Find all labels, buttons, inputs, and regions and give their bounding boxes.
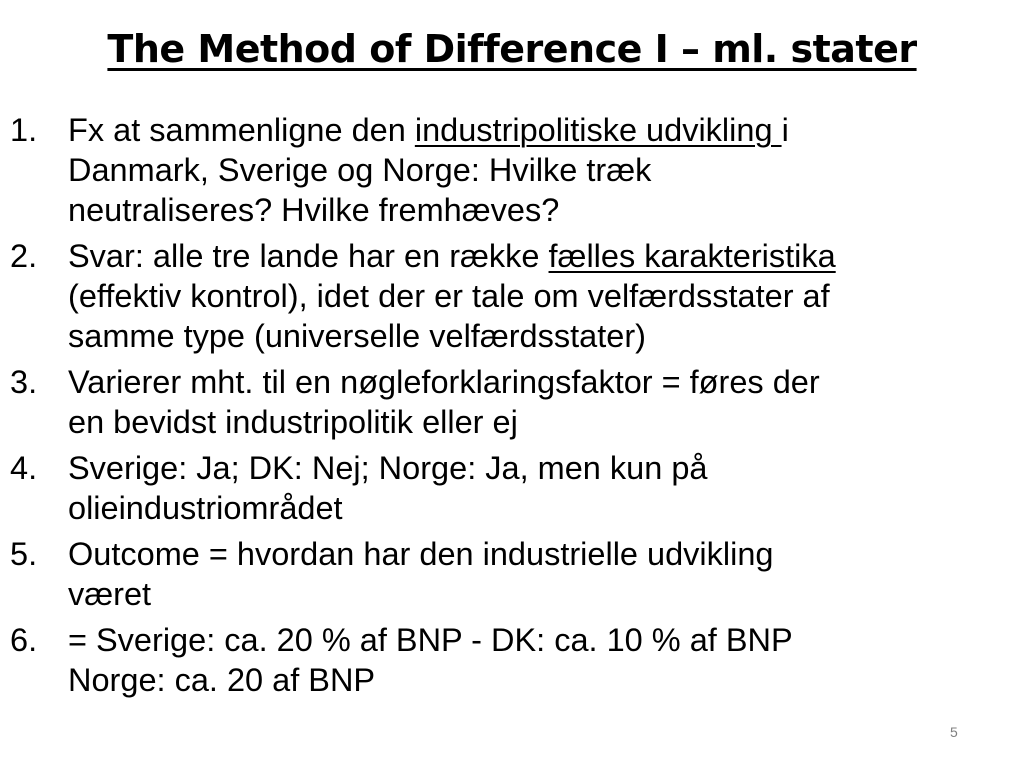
list-item-number: 1. bbox=[10, 112, 38, 148]
underlined-term: fælles karakteristika bbox=[548, 238, 836, 274]
point-text: Outcome = hvordan har den industrielle udvikling bbox=[68, 536, 774, 572]
slide-page-number: 5 bbox=[950, 724, 958, 740]
list-item bbox=[0, 110, 1024, 230]
list-item-number: 4. bbox=[10, 450, 38, 486]
point-text: Norge: ca. 20 af BNP bbox=[68, 662, 376, 698]
point-text: Varierer mht. til en nøgleforklaringsfaktor = føres der bbox=[68, 364, 820, 400]
point-text: i bbox=[781, 112, 789, 148]
point-text: Svar: alle tre lande har en række bbox=[68, 238, 549, 274]
point-text: samme type (universelle velfærdsstater) bbox=[68, 318, 646, 354]
point-text: = Sverige: ca. 20 % af BNP - DK: ca. 10 % af BNP bbox=[68, 622, 793, 658]
list-item bbox=[0, 620, 1024, 700]
list-item bbox=[0, 362, 1024, 442]
point-text: været bbox=[68, 576, 152, 612]
list-item bbox=[0, 534, 1024, 614]
point-text: (effektiv kontrol), idet der er tale om velfærdsstater af bbox=[68, 278, 830, 314]
list-item bbox=[0, 236, 1024, 356]
point-list bbox=[0, 110, 1024, 706]
point-text: Danmark, Sverige og Norge: Hvilke træk bbox=[68, 152, 652, 188]
list-item bbox=[0, 448, 1024, 528]
underlined-term: industripolitiske udvikling bbox=[414, 112, 782, 148]
point-text: Fx at sammenligne den bbox=[68, 112, 415, 148]
point-text: Sverige: Ja; DK: Nej; Norge: Ja, men kun på bbox=[68, 450, 708, 486]
point-text: neutraliseres? Hvilke fremhæves? bbox=[68, 192, 560, 228]
list-item-number: 3. bbox=[10, 364, 38, 400]
point-text: olieindustriområdet bbox=[68, 490, 343, 526]
list-item-number: 6. bbox=[10, 622, 38, 658]
list-item-number: 2. bbox=[10, 238, 38, 274]
point-text: en bevidst industripolitik eller ej bbox=[68, 404, 518, 440]
slide-title: The Method of Difference I – ml. stater bbox=[107, 27, 917, 71]
list-item-number: 5. bbox=[10, 536, 38, 572]
